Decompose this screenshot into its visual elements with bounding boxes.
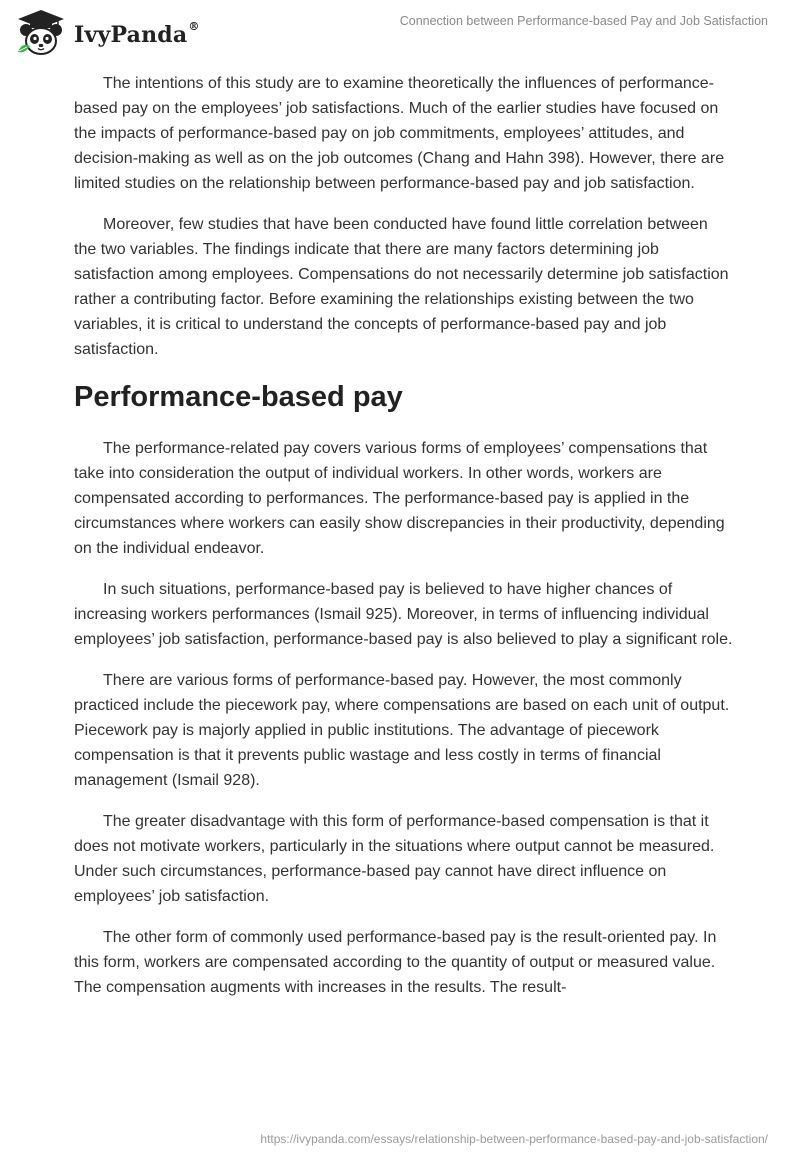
article-body xyxy=(74,71,734,1016)
paragraph: The greater disadvantage with this form of performance-based compensation is that it does not motivate workers, particularly in the situations where output cannot be measured. Under such circumstances, performance-based pay cannot have direct influence on employees’ job satisfaction. xyxy=(74,813,715,905)
paragraph: The performance-related pay covers various forms of employees’ compensations that take into consideration the output of individual workers. In other words, workers are compensated according to performances. The performance-based pay is applied in the circumstances where workers can easily show discrepancies in their productivity, depending on the individual endeavor. xyxy=(74,440,725,557)
paragraph: The intentions of this study are to examine theoretically the influences of performance-based pay on the employees’ job satisfactions. Much of the earlier studies have focused on the impacts of performance-based pay on job commitments, employees’ attitudes, and decision-making as well as on the job outcomes (Chang and Hahn 398). However, there are limited studies on the relationship between performance-based pay and job satisfaction. xyxy=(74,75,725,192)
paragraph: Moreover, few studies that have been conducted have found little correlation between the two variables. The findings indicate that there are many factors determining job satisfaction among employees. Compensations do not necessarily determine job satisfaction rather a contributing factor. Before examining the relationships existing between the two variables, it is critical to understand the concepts of performance-based pay and job satisfaction. xyxy=(74,216,729,358)
source-url[interactable]: https://ivypanda.com/essays/relationship-between-performance-based-pay-and-job-satisfaction/ xyxy=(260,1132,768,1146)
page-header xyxy=(0,0,800,66)
paragraph: In such situations, performance-based pay is believed to have higher chances of increasing workers performances (Ismail 925). Moreover, in terms of influencing individual employees’ job satisfaction, performance-based pay is also believed to play a significant role. xyxy=(74,581,733,648)
running-title: Connection between Performance-based Pay and Job Satisfaction xyxy=(399,14,768,28)
paragraph: The other form of commonly used performance-based pay is the result-oriented pay. In this form, workers are compensated according to the quantity of output or measured value. The compensation augments with increases in the results. The result- xyxy=(74,929,717,996)
logo-wordmark: IvyPanda® xyxy=(74,20,200,48)
ivypanda-logo[interactable] xyxy=(14,8,200,58)
section-heading: Performance-based pay xyxy=(74,381,403,413)
panda-graduate-icon xyxy=(14,8,68,58)
paragraph: There are various forms of performance-based pay. However, the most commonly practiced include the piecework pay, where compensations are based on each unit of output. Piecework pay is majorly applied in public institutions. The advantage of piecework compensation is that it prevents public wastage and less costly in terms of financial management (Ismail 928). xyxy=(74,672,730,789)
